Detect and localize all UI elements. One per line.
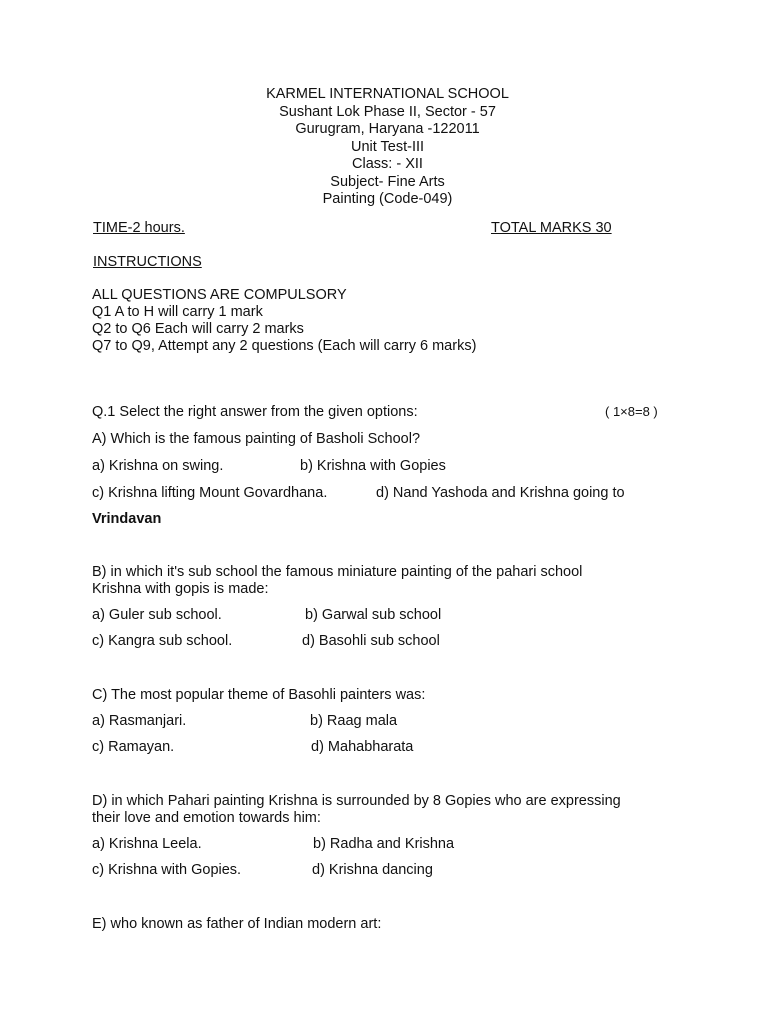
option-b: b) Krishna with Gopies [300,458,446,474]
question-a-text: A) Which is the famous painting of Basholi School? [92,431,421,447]
question-1-title: Q.1 Select the right answer from the given options: [92,404,418,420]
option-b: b) Radha and Krishna [313,836,455,852]
option-a: a) Guler sub school. [92,607,222,623]
document-header [0,86,768,209]
instruction-line: Q1 A to H will carry 1 mark [92,304,263,320]
question-c-text: C) The most popular theme of Basohli painters was: [92,687,426,703]
option-d: d) Nand Yashoda and Krishna going to [376,485,625,501]
option-a: a) Rasmanjari. [92,713,187,729]
school-address-line1: Sushant Lok Phase II, Sector - 57 [279,103,496,120]
school-name: KARMEL INTERNATIONAL SCHOOL [266,86,509,102]
option-c: c) Kangra sub school. [92,633,233,649]
option-c: c) Krishna with Gopies. [92,862,242,878]
option-a: a) Krishna Leela. [92,836,202,852]
question-b-text-line2: Krishna with gopis is made: [92,581,269,597]
class-label: Class: - XII [352,156,423,172]
question-1-marks: ( 1×8=8 ) [605,404,658,419]
question-b-text-line1: B) in which it's sub school the famous miniature painting of the pahari school [92,564,583,580]
question-e-text: E) who known as father of Indian modern art: [92,916,382,932]
subject-label: Subject- Fine Arts [330,173,445,190]
option-b: b) Garwal sub school [305,607,442,623]
option-d: d) Krishna dancing [312,862,433,878]
question-d-text-line1: D) in which Pahari painting Krishna is surrounded by 8 Gopies who are expressing [92,793,621,809]
option-b: b) Raag mala [310,713,398,729]
instructions-title: INSTRUCTIONS [93,254,202,270]
option-c: c) Ramayan. [92,739,175,755]
option-d-continued: Vrindavan [92,511,162,527]
instruction-line: ALL QUESTIONS ARE COMPULSORY [92,287,347,303]
time-label: TIME-2 hours. [93,220,185,236]
instruction-line: Q7 to Q9, Attempt any 2 questions (Each will carry 6 marks) [92,338,477,354]
option-d: d) Basohli sub school [302,633,440,649]
option-c: c) Krishna lifting Mount Govardhana. [92,485,328,501]
test-name: Unit Test-III [350,138,425,155]
total-marks-label: TOTAL MARKS 30 [491,220,612,236]
option-a: a) Krishna on swing. [92,458,224,474]
option-d: d) Mahabharata [311,739,414,755]
paper-code: Painting (Code-049) [322,191,453,207]
question-d-text-line2: their love and emotion towards him: [92,810,321,826]
instruction-line: Q2 to Q6 Each will carry 2 marks [92,321,304,337]
school-address-line2: Gurugram, Haryana -122011 [295,121,480,137]
